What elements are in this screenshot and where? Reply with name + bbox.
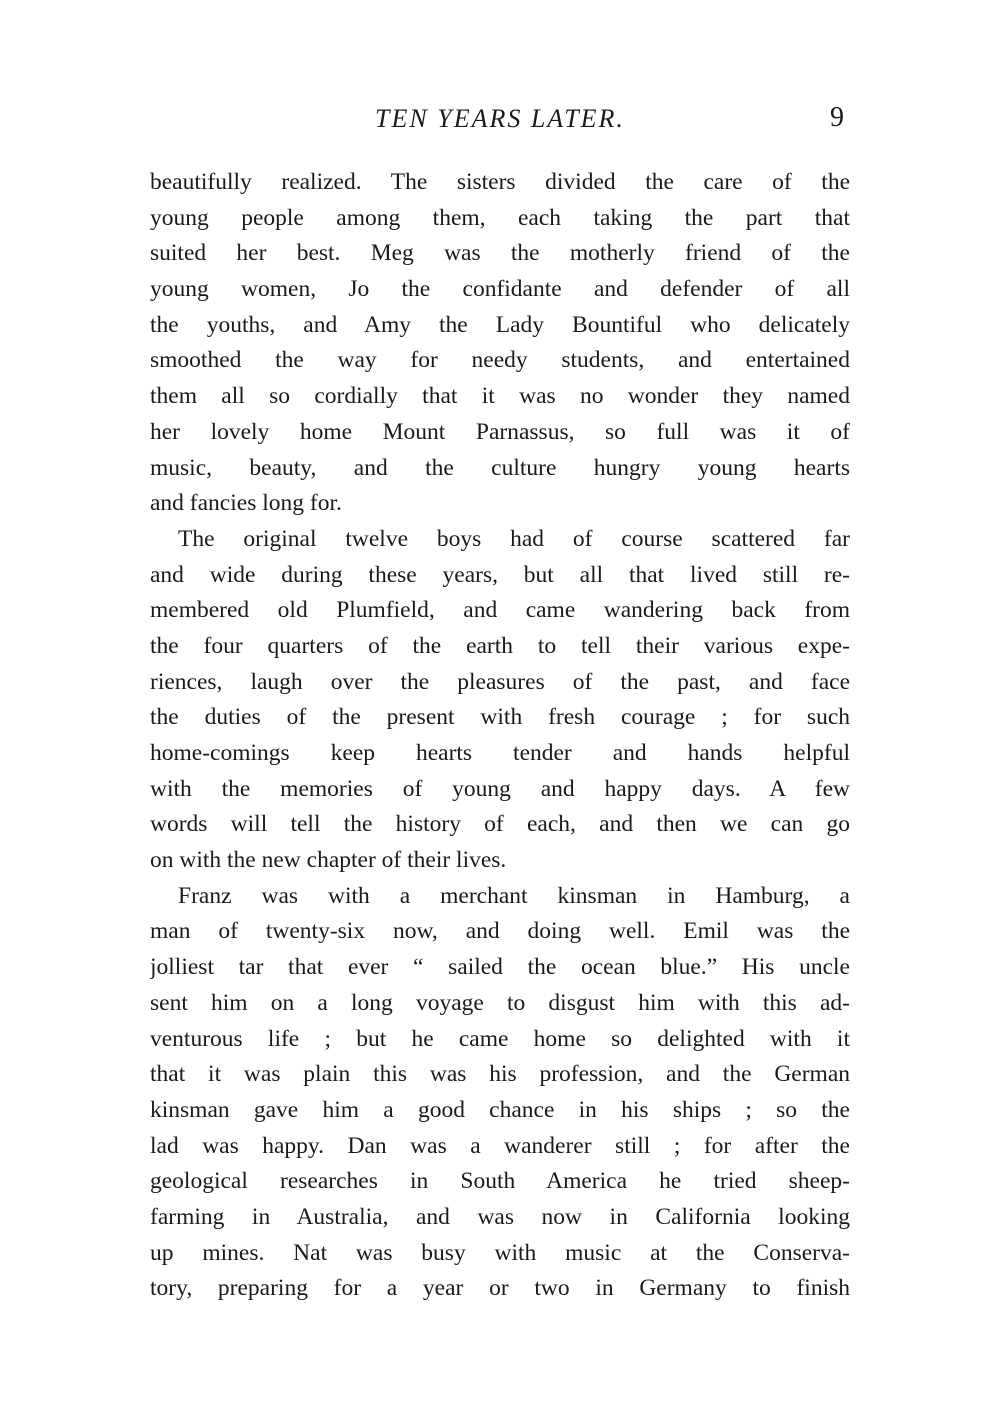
text-line: The original twelve boys had of course scattered far <box>178 525 850 552</box>
text-line: venturous life ; but he came home so delighted with it <box>150 1025 850 1052</box>
text-line: and wide during these years, but all that lived still re- <box>150 561 850 588</box>
text-line: kinsman gave him a good chance in his ships ; so the <box>150 1096 850 1123</box>
running-head <box>150 100 850 140</box>
text-line: on with the new chapter of their lives. <box>150 847 507 874</box>
text-line: suited her best. Meg was the motherly friend of the <box>150 240 850 267</box>
text-line: man of twenty-six now, and doing well. Emil was the <box>150 918 850 945</box>
text-line: geological researches in South America he tried sheep- <box>150 1168 850 1195</box>
paragraph-2 <box>150 522 850 879</box>
page-number: 9 <box>830 102 844 133</box>
text-line: riences, laugh over the pleasures of the past, and face <box>150 668 850 695</box>
text-line: the duties of the present with fresh courage ; for such <box>150 704 850 731</box>
text-line: them all so cordially that it was no wonder they named <box>150 383 850 410</box>
text-line: that it was plain this was his profession, and the German <box>150 1061 850 1088</box>
text-line: and fancies long for. <box>150 490 342 517</box>
text-line: home-comings keep hearts tender and hands helpful <box>150 740 850 766</box>
text-line: with the memories of young and happy days. A few <box>150 775 850 802</box>
paragraph-3 <box>150 879 850 1307</box>
text-line: the four quarters of the earth to tell their various expe- <box>150 632 850 659</box>
running-title: TEN YEARS LATER. <box>375 104 625 133</box>
text-line: sent him on a long voyage to disgust him with this ad- <box>150 989 850 1016</box>
text-line: young women, Jo the confidante and defender of all <box>150 276 850 303</box>
text-line: words will tell the history of each, and then we can go <box>150 811 850 838</box>
text-line: up mines. Nat was busy with music at the Conserva- <box>150 1239 850 1266</box>
body-text <box>150 165 850 1307</box>
text-line: tory, preparing for a year or two in Germany to finish <box>150 1275 850 1302</box>
text-line: lad was happy. Dan was a wanderer still ; for after the <box>150 1132 850 1159</box>
text-line: membered old Plumfield, and came wandering back from <box>150 597 850 624</box>
text-line: beautifully realized. The sisters divided the care of the <box>150 169 850 195</box>
text-line: the youths, and Amy the Lady Bountiful who delicately <box>150 311 850 338</box>
text-line: jolliest tar that ever “ sailed the ocean blue.” His uncle <box>150 954 850 981</box>
text-line: her lovely home Mount Parnassus, so full was it of <box>150 418 850 445</box>
text-line: young people among them, each taking the part that <box>150 204 850 231</box>
text-line: farming in Australia, and was now in California looking <box>150 1203 850 1230</box>
text-line: music, beauty, and the culture hungry young hearts <box>150 454 850 481</box>
paragraph-1 <box>150 165 850 522</box>
text-line: Franz was with a merchant kinsman in Hamburg, a <box>178 882 850 909</box>
text-line: smoothed the way for needy students, and entertained <box>150 347 850 374</box>
